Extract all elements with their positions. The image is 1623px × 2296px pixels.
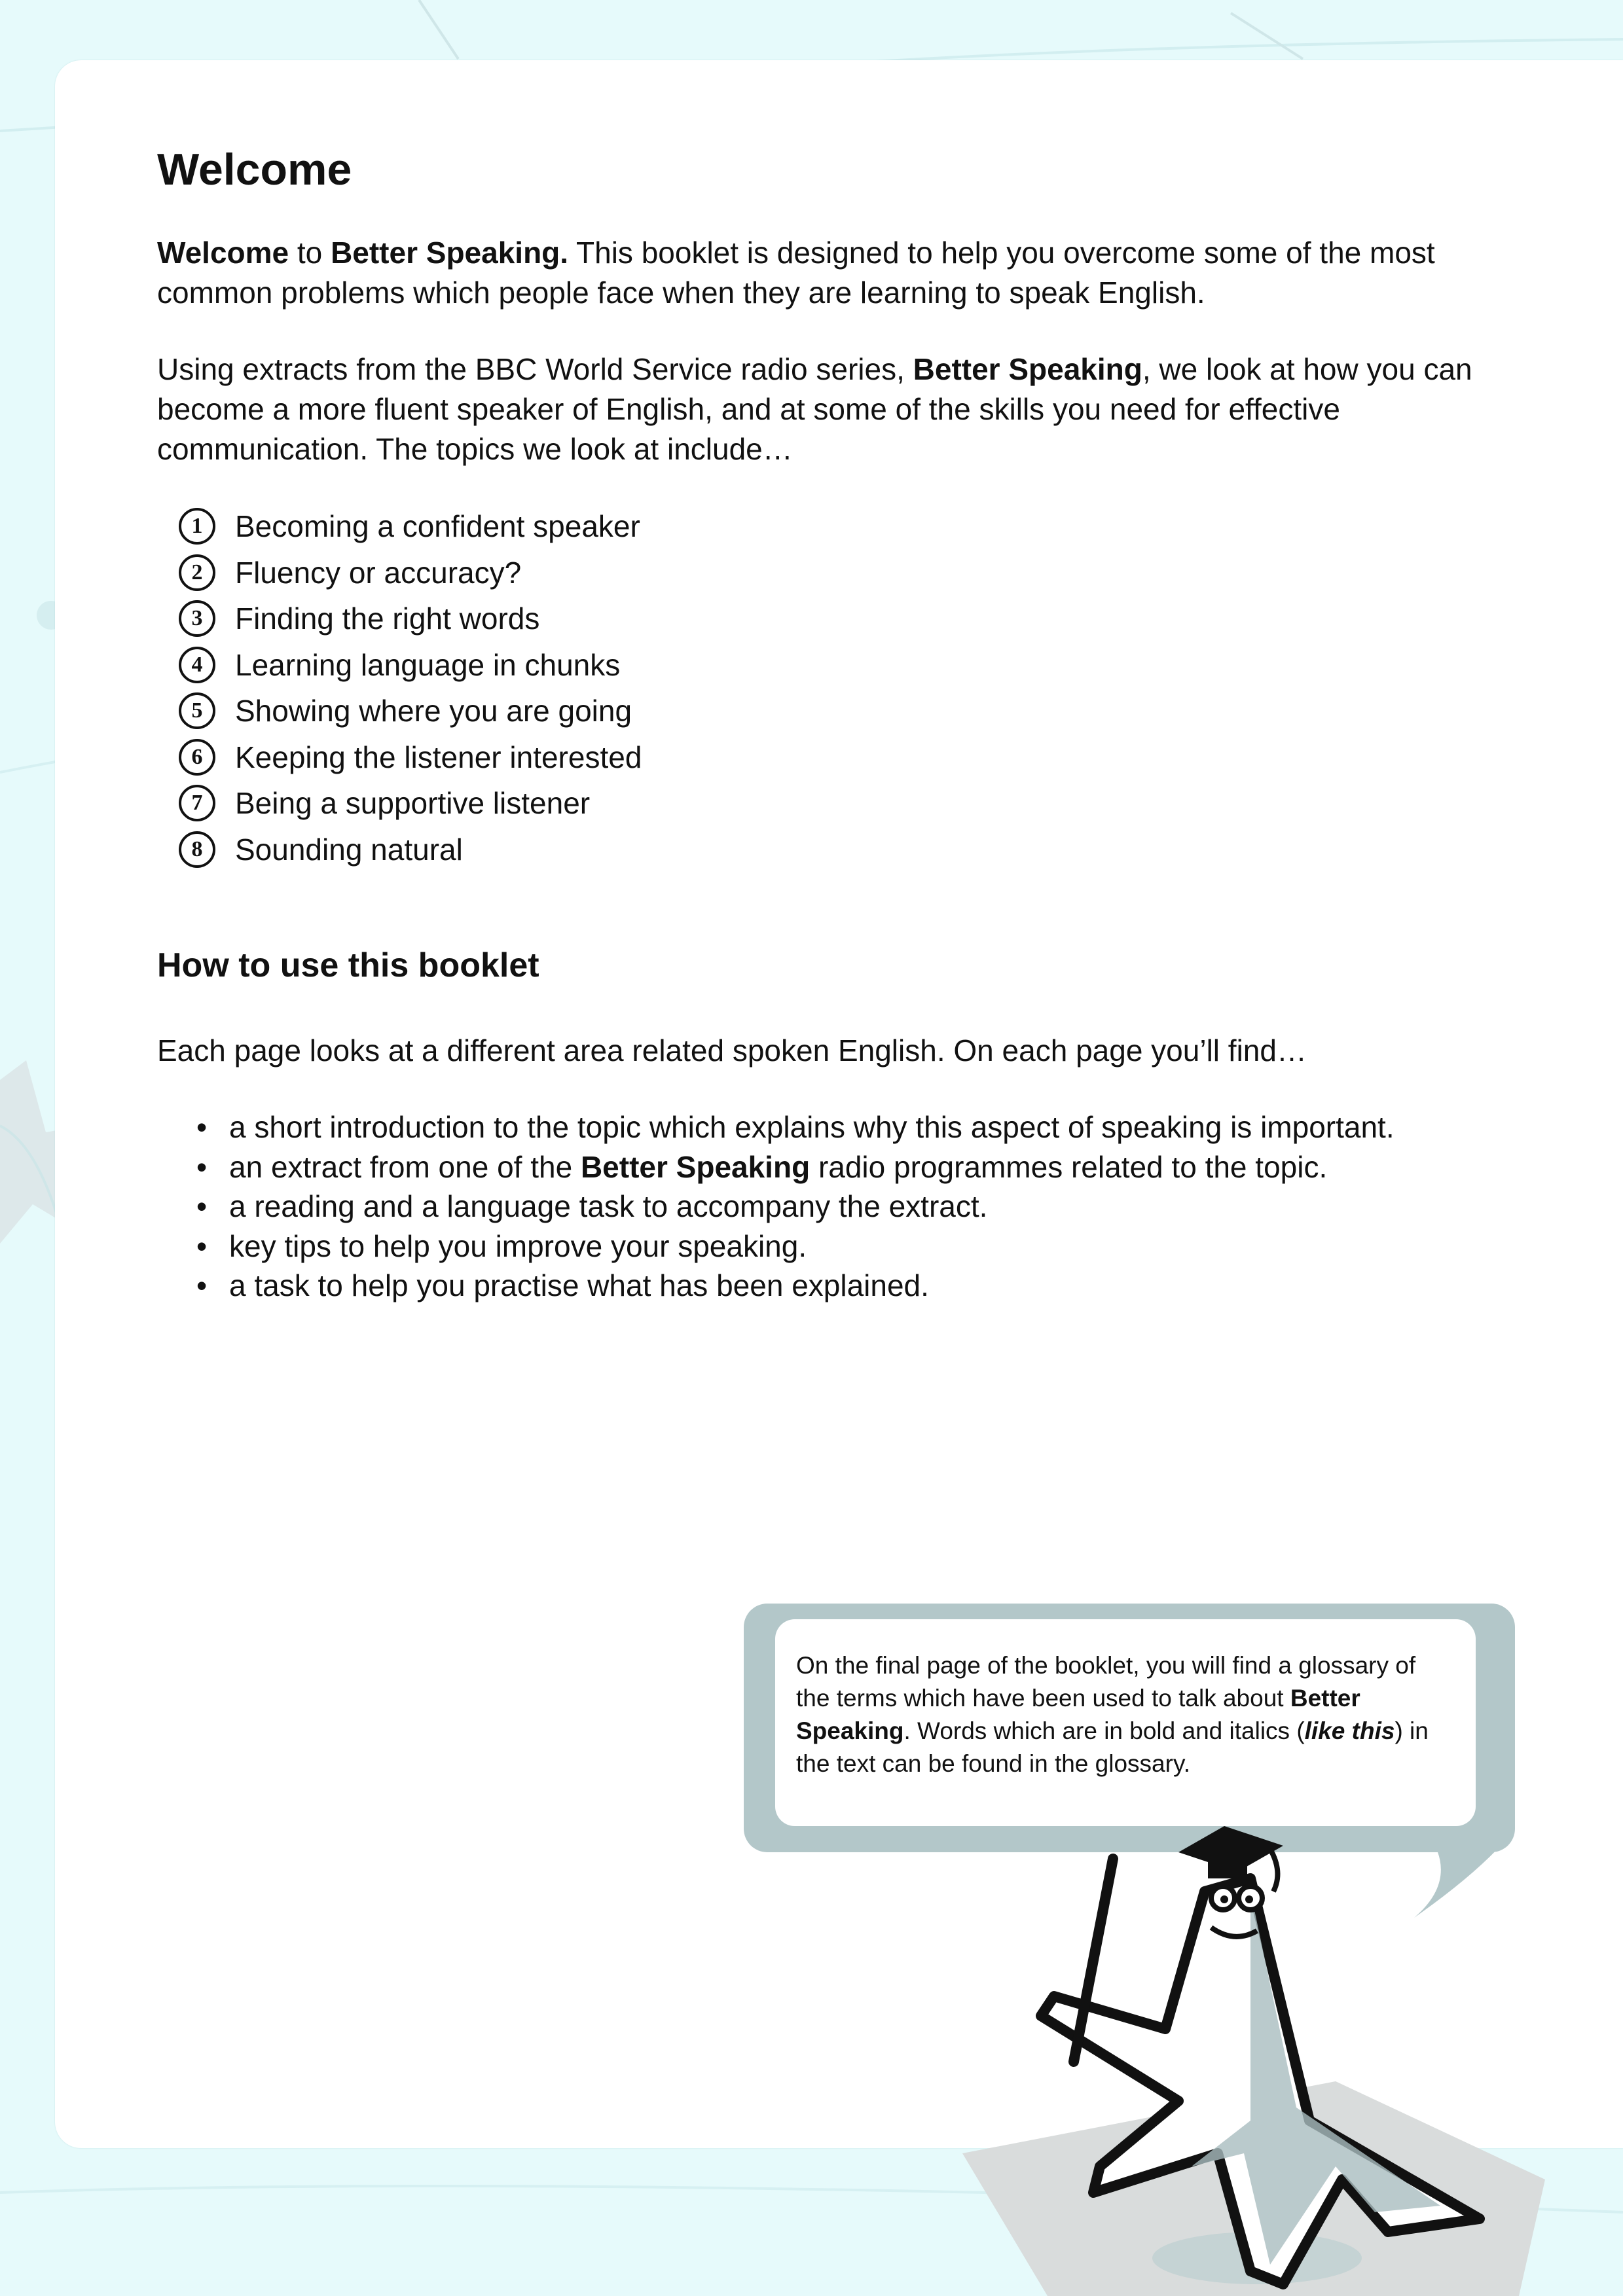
topic-number-badge: 1 <box>179 508 215 545</box>
bullet-icon: • <box>196 1110 208 1144</box>
topic-item <box>179 827 1519 873</box>
glossary-note <box>775 1619 1476 1826</box>
topic-item <box>179 503 1519 550</box>
list-item <box>157 1147 1519 1187</box>
list-item-text-post: radio programmes related to the topic. <box>810 1149 1328 1184</box>
intro-text-2: This booklet is designed to help you overcome some of the most common problems which people face when they are learning to speak English. <box>157 236 1435 310</box>
glossary-text-1: On the final page of the booklet, you will find a glossary of the terms which have been used to talk about <box>796 1652 1416 1712</box>
page-title: Welcome <box>157 145 352 194</box>
usage-paragraph <box>157 350 1519 469</box>
glossary-text-3: ) in the text can be found in the glossary. <box>796 1717 1429 1777</box>
intro-bold-title: Better Speaking. <box>331 236 569 270</box>
topic-label: Sounding natural <box>235 832 463 867</box>
topic-label: Showing where you are going <box>235 694 632 728</box>
list-item <box>157 1187 1519 1227</box>
topic-number-badge: 4 <box>179 647 215 683</box>
topic-number-badge: 5 <box>179 692 215 729</box>
list-item-text: a short introduction to the topic which explains why this aspect of speaking is important. <box>229 1110 1395 1144</box>
topic-number-badge: 3 <box>179 600 215 637</box>
topic-item <box>179 550 1519 596</box>
intro-text-1: to <box>289 236 331 270</box>
topic-item <box>179 734 1519 781</box>
main-content <box>157 144 1519 1306</box>
topic-item <box>179 688 1519 734</box>
list-item-bold: Better Speaking <box>580 1149 811 1184</box>
topic-item <box>179 642 1519 689</box>
bullet-icon: • <box>196 1149 208 1184</box>
list-item <box>157 1227 1519 1266</box>
star-mascot-illustration <box>943 1813 1545 2296</box>
glossary-bold-italic: like this <box>1304 1717 1395 1744</box>
topic-list <box>179 503 1519 872</box>
topic-label: Being a supportive listener <box>235 786 591 821</box>
intro-paragraph <box>157 233 1519 313</box>
bullet-icon: • <box>196 1229 208 1263</box>
bullet-icon: • <box>196 1268 208 1302</box>
topic-label: Keeping the listener interested <box>235 740 642 774</box>
topic-item <box>179 596 1519 642</box>
list-item <box>157 1107 1519 1147</box>
howto-intro: Each page looks at a different area related spoken English. On each page you’ll find… <box>157 1033 1307 1067</box>
glossary-text-2: . Words which are in bold and italics ( <box>903 1717 1305 1744</box>
topic-number-badge: 6 <box>179 739 215 776</box>
usage-text-2: , we look at how you can become a more fluent speaker of English, and at some of the skills you need for effective communication. The topics we look at include… <box>157 352 1472 466</box>
topic-label: Finding the right words <box>235 601 540 636</box>
list-item-text: a task to help you practise what has been explained. <box>229 1268 929 1302</box>
intro-bold-welcome: Welcome <box>157 236 289 270</box>
usage-text-1: Using extracts from the BBC World Service radio series, <box>157 352 913 386</box>
list-item <box>157 1266 1519 1306</box>
list-item-text: a reading and a language task to accompany the extract. <box>229 1189 988 1223</box>
list-item-text: key tips to help you improve your speaking. <box>229 1229 807 1263</box>
bullet-icon: • <box>196 1189 208 1223</box>
topic-number-badge: 8 <box>179 831 215 868</box>
topic-label: Becoming a confident speaker <box>235 509 640 544</box>
list-item-text-pre: an extract from one of the <box>229 1149 581 1184</box>
topic-number-badge: 2 <box>179 554 215 591</box>
feature-list <box>157 1107 1519 1306</box>
topic-item <box>179 780 1519 827</box>
glossary-bold: Better Speaking <box>796 1685 1360 1744</box>
howto-heading: How to use this booklet <box>157 946 539 984</box>
topic-number-badge: 7 <box>179 785 215 821</box>
topic-label: Learning language in chunks <box>235 647 621 682</box>
usage-bold-series: Better Speaking <box>913 352 1142 386</box>
topic-label: Fluency or accuracy? <box>235 555 522 590</box>
